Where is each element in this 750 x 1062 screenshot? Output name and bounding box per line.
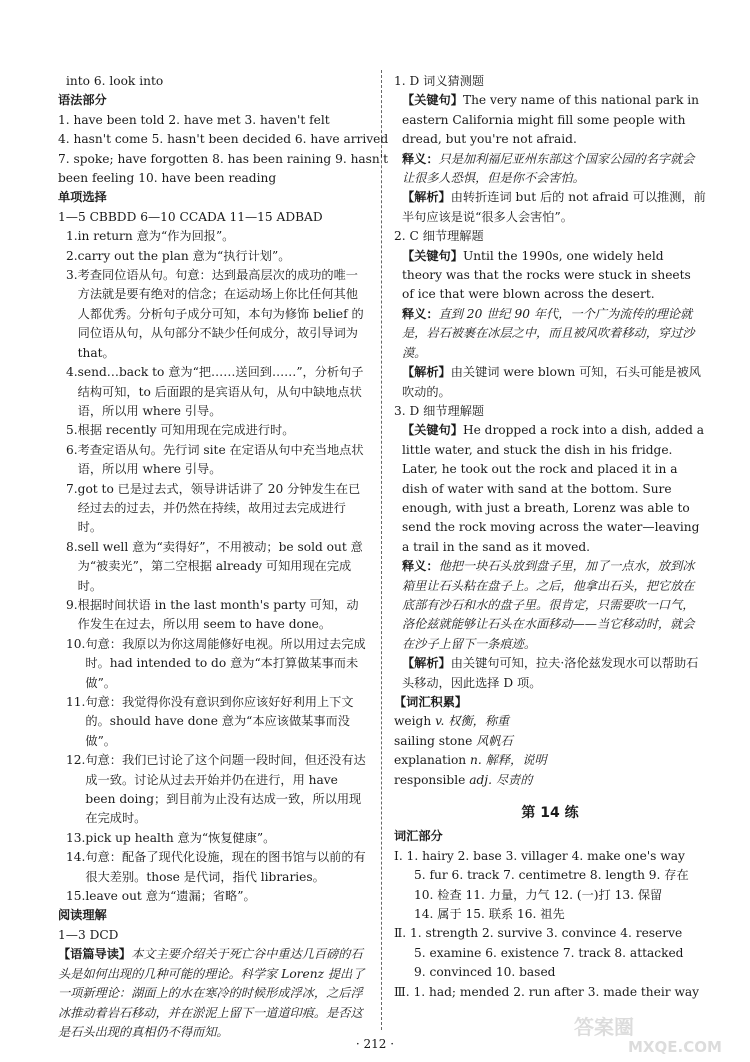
vocab-item: [394, 712, 706, 731]
answer-line: 5. fur 6. track 7. centimetre 8. length 9. 存在: [414, 868, 689, 883]
item-text: 考查定语从句。先行词 site 在定语从句中充当地点状语，所以用 where 引导。: [77, 442, 364, 477]
choice-heading: 单项选择: [58, 190, 107, 205]
item-number: 2.: [66, 248, 78, 263]
vocab-pos: n.: [470, 753, 482, 768]
vocab-word: sailing stone: [394, 733, 473, 748]
answer-line: 14. 属于 15. 联系 16. 祖先: [414, 907, 565, 922]
analysis: 由转折连词 but 后的 not afraid 可以推测，前半句应该是说“很多人会害怕”。: [402, 190, 706, 224]
item-text: 句意：我原以为你这周能修好电视。所以用过去完成时。had intended to do 意为“本打算做某事而未做”。: [85, 636, 366, 690]
vocab-list: [394, 712, 706, 790]
choice-explanation: [58, 751, 370, 829]
vocab-meaning: 尽责的: [495, 772, 533, 787]
item-number: 5.: [66, 423, 78, 438]
translation: 直到 20 世纪 90 年代，一个广为流传的理论就是，岩石被裹在冰层之中，而且被风吹着移动，穿过沙漠。: [402, 306, 695, 360]
item-text: carry out the plan 意为“执行计划”。: [77, 248, 291, 263]
translation-tag: 释义：: [402, 151, 439, 166]
key-sentence-tag: 【关键句】: [402, 248, 463, 263]
analysis-tag: 【解析】: [402, 656, 451, 671]
answer-line: Ⅰ. 1. hairy 2. base 3. villager 4. make one's way: [394, 848, 685, 863]
right-column: [394, 72, 706, 1002]
item-number: 15.: [66, 889, 86, 904]
analysis-tag: 【解析】: [402, 190, 451, 205]
item-number: 14.: [66, 850, 86, 865]
vocab-item: [394, 732, 706, 751]
key-sentence: The very name of this national park in eastern California might fill some people with dread, but you're not afraid.: [402, 93, 699, 147]
question-head: 3. D 细节理解题: [394, 403, 485, 418]
translation: 他把一块石头放到盘子里，加了一点水，放到冰箱里让石头粘在盘子上。之后，他拿出石头，把它放在底部有沙石和水的盘子里。很肯定，只需要吹一口气，洛伦兹就能够让石头在水面移动——当它移动时，就会在沙子上留下一条痕迹。: [402, 559, 695, 651]
translation: 只是加利福尼亚州东部这个国家公园的名字就会让很多人恐惧，但是你不会害怕。: [402, 151, 695, 186]
answer-line: Ⅲ. 1. had; mended 2. run after 3. made their way: [394, 984, 700, 999]
question-2: [394, 227, 706, 402]
item-number: 10.: [66, 636, 86, 651]
analysis: 由关键句可知，拉夫·洛伦兹发现水可以帮助石头移动，因此选择 D 项。: [402, 656, 699, 690]
text-guide: [58, 945, 370, 1042]
item-number: 9.: [66, 597, 78, 612]
answer-line: into 6. look into: [66, 74, 164, 88]
translation-tag: 释义：: [402, 559, 439, 574]
grammar-heading: 语法部分: [58, 93, 107, 108]
choice-explanation: [58, 829, 370, 848]
vocab-item: [394, 771, 706, 790]
key-sentence-tag: 【关键句】: [402, 93, 463, 108]
choice-explanation: [58, 266, 370, 363]
choice-explanation: [58, 421, 370, 440]
guide-text: 本文主要介绍关于死亡谷中重达几百磅的石头是如何出现的几种可能的理论。科学家 Lorenz 提出了一项新理论：湖面上的水在寒冷的时候形成浮冰，之后浮冰推动着岩石移动，并在淤泥上留下一道道印痕。是否这是石头出现的真相仍不得而知。: [58, 947, 365, 1039]
question-head: 2. C 细节理解题: [394, 229, 484, 244]
vocab-meaning: 解释，说明: [485, 753, 547, 768]
vocab-item: [394, 751, 706, 770]
item-text: got to 已是过去式，领导讲话讲了 20 分钟发生在已经过去的过去，并仍然在持续，故用过去完成进行时。: [77, 481, 361, 535]
analysis-tag: 【解析】: [402, 365, 451, 380]
item-text: pick up health 意为“恢复健康”。: [85, 830, 276, 845]
answer-line: Ⅱ. 1. strength 2. survive 3. convince 4. reserve: [394, 926, 683, 941]
vocab-word: responsible: [394, 772, 466, 787]
vocab-pos: adj.: [469, 772, 492, 787]
item-text: leave out 意为“遗漏；省略”。: [85, 889, 256, 904]
choice-explanation: [58, 363, 370, 421]
answer-line: 5. examine 6. existence 7. track 8. attacked: [414, 945, 684, 960]
answer-line: 7. spoke; have forgotten 8. has been raining 9. hasn't: [58, 151, 389, 166]
answer-line: 1. have been told 2. have met 3. haven't felt: [58, 112, 330, 127]
answer-line: 4. hasn't come 5. hasn't been decided 6. have arrived: [58, 132, 389, 147]
item-text: sell well 意为“卖得好”，不用被动；be sold out 意为“被卖光”，第二空根据 already 可知用现在完成时。: [77, 539, 363, 593]
page-number: · 212 ·: [355, 1037, 395, 1051]
choice-answer-key: 1—5 CBBDD 6—10 CCADA 11—15 ADBAD: [58, 209, 323, 224]
item-number: 6.: [66, 442, 78, 457]
item-text: in return 意为“作为回报”。: [77, 229, 235, 244]
svg-text:答案圈: 答案圈: [574, 1015, 634, 1039]
item-number: 11.: [66, 695, 86, 709]
key-sentence: He dropped a rock into a dish, added a little water, and stuck the dish in his fridge. Later, he took out the rock and placed it in a dish of water with sand at the bottom. Sure enough, with just a breath, Lorenz was able to send the rock moving across the water—leaving a trail in the sand as it moved.: [402, 423, 705, 554]
item-number: 7.: [66, 481, 78, 496]
key-sentence-tag: 【关键句】: [402, 423, 463, 438]
choice-explanation: [58, 247, 370, 266]
vocab-meaning: 权衡，称重: [448, 714, 510, 729]
question-head: 1. D 词义猜测题: [394, 74, 485, 88]
vocab-meaning: 风帆石: [476, 733, 513, 748]
choice-explanation: [58, 538, 370, 596]
grammar-answers: [58, 111, 389, 189]
answer-line: 9. convinced 10. based: [414, 965, 556, 980]
key-sentence: Until the 1990s, one widely held theory was that the rocks were stuck in sheets of ice that were blown across the desert.: [402, 248, 691, 302]
choice-explanation: [58, 227, 370, 246]
choice-explanation: [58, 596, 370, 635]
choice-explanation: [58, 441, 370, 480]
translation-tag: 释义：: [402, 306, 439, 321]
item-number: 1.: [66, 229, 78, 244]
vocab-word: weigh: [394, 714, 432, 729]
words-heading: 词汇部分: [394, 829, 443, 844]
item-text: 句意：我们已讨论了这个问题一段时间，但还没有达成一致。讨论从过去开始并仍在进行，用 have been doing；到目前为止没有达成一致，所以用现在完成时。: [85, 753, 366, 826]
column-divider: [381, 70, 382, 1030]
item-text: 考查同位语从句。句意：达到最高层次的成功的唯一方法就是要有绝对的信念；在运动场上你比任何其他人都优秀。分析句子成分可知，本句为修饰 belief 的同位语从句，从句部分不缺少任何成分，故引导词为 that。: [77, 268, 364, 360]
answer-line: 10. 检查 11. 力量，力气 12. (一)打 13. 保留: [414, 887, 663, 902]
choice-explanation: [58, 848, 370, 887]
item-number: 3.: [66, 268, 78, 283]
choice-explanation: [58, 887, 370, 906]
item-text: 根据时间状语 in the last month's party 可知，动作发生在过去，所以用 seem to have done。: [77, 597, 359, 632]
reading-answer-key: 1—3 DCD: [58, 927, 119, 942]
vocab-heading: 【词汇积累】: [394, 695, 468, 709]
left-column: [58, 72, 389, 1042]
answer-line: been feeling 10. have been reading: [58, 171, 277, 186]
item-text: 句意：我觉得你没有意识到你应该好好利用上下文的。should have done 意为“本应该做某事而没做”。: [85, 695, 354, 748]
item-text: 句意：配备了现代化设施，现在的图书馆与以前的有很大差别。those 是代词，指代 libraries。: [85, 850, 366, 884]
watermark-logo: [568, 1014, 738, 1056]
choice-explanation: [58, 635, 370, 693]
analysis: 由关键词 were blown 可知，石头可能是被风吹动的。: [402, 365, 701, 399]
guide-tag: 【语篇导读】: [58, 947, 132, 962]
vocab-word: explanation: [394, 753, 467, 768]
choice-explanation: [58, 693, 370, 751]
choice-explanations: [58, 227, 370, 906]
svg-text:MXQE.COM: MXQE.COM: [628, 1038, 722, 1056]
lesson-title: 第 14 练: [521, 805, 579, 822]
item-text: 根据 recently 可知用现在完成进行时。: [77, 423, 295, 438]
item-number: 12.: [66, 753, 86, 768]
vocab-pos: v.: [435, 714, 445, 729]
item-number: 8.: [66, 539, 78, 554]
reading-heading: 阅读理解: [58, 908, 107, 923]
item-number: 13.: [66, 830, 86, 845]
words-answers: [394, 847, 706, 1002]
question-3: [394, 402, 706, 693]
choice-explanation: [58, 480, 370, 538]
question-1: [394, 72, 706, 227]
item-text: send…back to 意为“把……送回到……”，分析句子结构可知，to 后面跟的是宾语从句，从句中缺地点状语，所以用 where 引导。: [77, 365, 364, 418]
item-number: 4.: [66, 365, 78, 380]
